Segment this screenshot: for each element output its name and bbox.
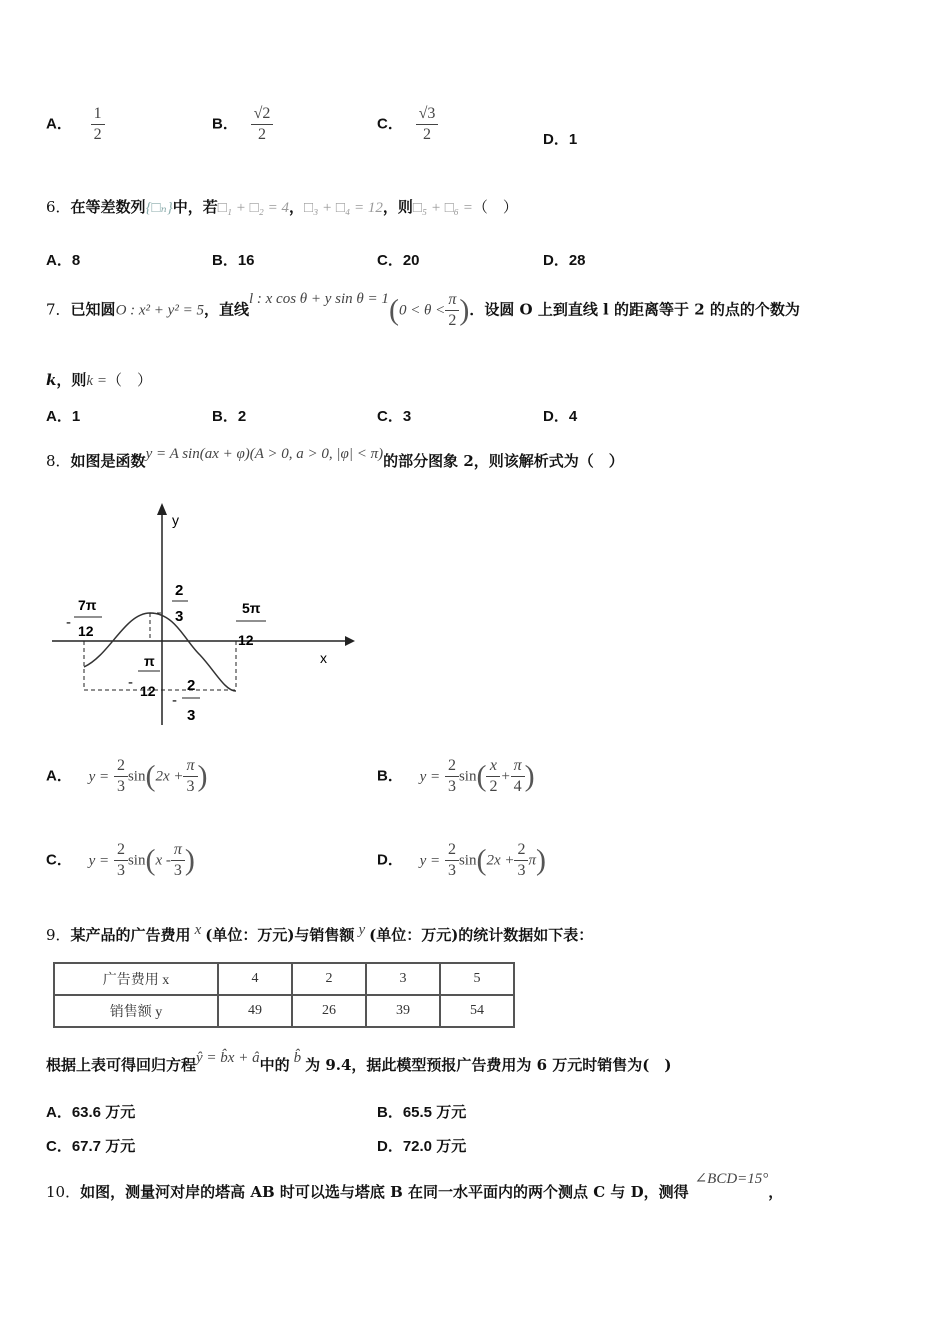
q6-target: □₅ + □₆ = bbox=[412, 200, 473, 216]
frac-num: 2 bbox=[517, 841, 526, 858]
q9-table bbox=[53, 962, 515, 1028]
q5-option-c[interactable] bbox=[377, 104, 438, 145]
left-den: 12 bbox=[78, 623, 94, 639]
q6-cond1: □₁ + □₂ = 4 bbox=[217, 200, 290, 216]
q8-option-a[interactable] bbox=[46, 756, 208, 797]
frac-den: 2 bbox=[91, 124, 105, 145]
q8-a-lparen: ( bbox=[145, 759, 156, 793]
frac-num: 2 bbox=[447, 757, 456, 774]
q8-b-pre: y = bbox=[419, 768, 441, 785]
table-row bbox=[54, 995, 514, 1027]
q6-seq: {□ₙ} bbox=[145, 200, 173, 216]
frac-den: 3 bbox=[114, 860, 128, 881]
frac-num: √2 bbox=[253, 105, 271, 122]
q5-option-d[interactable]: D．1 bbox=[543, 131, 578, 148]
frac-num: π bbox=[513, 757, 522, 774]
q5-option-a-fraction bbox=[91, 104, 105, 145]
table-cell: 5 bbox=[440, 963, 514, 995]
q7-option-b[interactable]: B．2 bbox=[212, 408, 247, 425]
q9-stem-line2 bbox=[46, 1050, 672, 1075]
q9-stem bbox=[46, 924, 593, 945]
q9-number: 9． bbox=[46, 926, 71, 944]
q8-option-d-label: D． bbox=[377, 851, 403, 869]
q7-k: k bbox=[46, 371, 57, 389]
q6-option-c[interactable]: C．20 bbox=[377, 252, 420, 269]
q7-text2: ，直线 bbox=[203, 300, 249, 319]
frac-den: 2 bbox=[251, 124, 274, 145]
q8-option-b-label: B． bbox=[377, 767, 403, 785]
top-den: 3 bbox=[175, 608, 184, 625]
q6-text1: 在等差数列 bbox=[70, 198, 146, 216]
q8-a-rparen: ) bbox=[197, 759, 208, 793]
mid-sign: - bbox=[128, 674, 133, 691]
q8-a-coef bbox=[114, 756, 128, 797]
q7-option-d[interactable]: D．4 bbox=[543, 408, 578, 425]
q8-d-fn: sin bbox=[458, 852, 477, 869]
table-cell: 2 bbox=[292, 963, 366, 995]
q7-cond-frac bbox=[445, 290, 459, 331]
q7-lparen: ( bbox=[388, 293, 399, 327]
q7-stem bbox=[46, 290, 800, 331]
frac-num: 2 bbox=[116, 757, 125, 774]
left-sign: - bbox=[66, 614, 71, 631]
bottom-den: 3 bbox=[187, 707, 196, 724]
q8-number: 8． bbox=[46, 452, 71, 470]
table-cell: 49 bbox=[218, 995, 292, 1027]
q8-d-pre: y = bbox=[419, 852, 441, 869]
q8-b-arg-frac bbox=[511, 756, 525, 797]
q7-number: 7． bbox=[46, 300, 71, 319]
y-label: y bbox=[172, 512, 179, 528]
q6-text2: 中，若 bbox=[172, 198, 218, 216]
q8-a-arg-frac bbox=[183, 756, 197, 797]
frac-den: 3 bbox=[114, 776, 128, 797]
frac-den: 3 bbox=[445, 776, 459, 797]
frac-den: 2 bbox=[416, 124, 439, 145]
q8-a-arg: 2x + bbox=[155, 768, 184, 785]
q5-option-a-label: A． bbox=[46, 115, 72, 133]
q9-text2: (单位：万元)与销售额 bbox=[205, 926, 355, 944]
table-cell: 广告费用 x bbox=[54, 963, 218, 995]
q8-option-c-label: C． bbox=[46, 851, 72, 869]
q8-b-rparen: ) bbox=[524, 759, 535, 793]
q9-text5: 中的 bbox=[259, 1056, 290, 1074]
frac-num: √3 bbox=[418, 105, 436, 122]
q6-option-b[interactable]: B．16 bbox=[212, 252, 255, 269]
q9-option-a[interactable]: A．63.6 万元 bbox=[46, 1104, 136, 1121]
table-cell: 4 bbox=[218, 963, 292, 995]
q8-a-fn: sin bbox=[127, 768, 146, 785]
q9-option-c[interactable]: C．67.7 万元 bbox=[46, 1138, 136, 1155]
q8-option-a-label: A． bbox=[46, 767, 72, 785]
q8-option-d[interactable] bbox=[377, 840, 546, 881]
q7-text1: 已知圆 bbox=[70, 300, 116, 319]
q8-d-arg-tail: π bbox=[528, 852, 536, 869]
frac-num: π bbox=[448, 291, 457, 308]
q5-option-c-label: C． bbox=[377, 115, 403, 133]
q7-text5: ，则 bbox=[56, 371, 87, 389]
table-cell: 39 bbox=[366, 995, 440, 1027]
q7-blank: （ ） bbox=[106, 371, 152, 389]
q9-bhat: b̂ bbox=[293, 1050, 302, 1066]
q8-c-fn: sin bbox=[127, 852, 146, 869]
frac-num: x bbox=[489, 757, 497, 774]
q7-line: l : x cos θ + y sin θ = 1 bbox=[248, 290, 389, 307]
q8-c-lparen: ( bbox=[145, 843, 156, 877]
frac-den: 4 bbox=[511, 776, 525, 797]
bottom-sign: - bbox=[172, 692, 177, 709]
right-den: 12 bbox=[238, 632, 254, 648]
frac-den: 3 bbox=[171, 860, 185, 881]
q9-x: x bbox=[194, 922, 202, 938]
table-cell: 54 bbox=[440, 995, 514, 1027]
q9-eq: ŷ = b̂x + â bbox=[196, 1050, 260, 1066]
q8-b-arg0-frac bbox=[486, 756, 500, 797]
q8-a-pre: y = bbox=[88, 768, 110, 785]
q9-text6: 为 9.4，据此模型预报广告费用为 6 万元时销售为( ) bbox=[305, 1056, 672, 1074]
q6-option-a[interactable]: A．8 bbox=[46, 252, 81, 269]
table-cell: 26 bbox=[292, 995, 366, 1027]
q6-number: 6． bbox=[46, 198, 71, 216]
frac-num: π bbox=[173, 841, 182, 858]
q7-text3: ．设圆 O 上到直线 l 的距离等于 2 的点的个数为 bbox=[469, 300, 800, 319]
q8-b-coef bbox=[445, 756, 459, 797]
table-cell: 销售额 y bbox=[54, 995, 218, 1027]
q6-text3: ，则 bbox=[382, 198, 413, 216]
frac-den: 2 bbox=[486, 776, 500, 797]
q6-stem bbox=[46, 196, 518, 217]
q6-option-d[interactable]: D．28 bbox=[543, 252, 586, 269]
q5-option-a[interactable] bbox=[46, 104, 105, 145]
q9-text4: 根据上表可得回归方程 bbox=[46, 1056, 197, 1074]
frac-den: 2 bbox=[445, 310, 459, 331]
q8-c-rparen: ) bbox=[184, 843, 195, 877]
q5-option-b-fraction bbox=[251, 104, 274, 145]
q8-stem bbox=[46, 446, 624, 471]
q8-c-arg: x - bbox=[155, 852, 171, 869]
x-label: x bbox=[320, 650, 327, 666]
q8-d-coef bbox=[445, 840, 459, 881]
q8-b-arg: + bbox=[500, 768, 511, 785]
q9-option-d[interactable]: D．72.0 万元 bbox=[377, 1138, 467, 1155]
q8-graph bbox=[40, 495, 360, 735]
mid-den: 12 bbox=[140, 683, 156, 699]
q7-cond: 0 < θ < bbox=[398, 302, 446, 319]
q6-cond2: □₃ + □₄ = 12 bbox=[304, 200, 383, 216]
q6-comma: ， bbox=[289, 198, 305, 216]
q6-blank: （ ） bbox=[472, 198, 518, 216]
frac-num: π bbox=[186, 757, 195, 774]
frac-num: 2 bbox=[447, 841, 456, 858]
q7-option-a[interactable]: A．1 bbox=[46, 408, 81, 425]
x-axis-arrow-icon bbox=[345, 636, 355, 646]
q7-option-c[interactable]: C．3 bbox=[377, 408, 412, 425]
right-num: 5π bbox=[242, 600, 261, 616]
q7-kexpr: k = bbox=[86, 373, 107, 389]
q9-y: y bbox=[358, 922, 366, 938]
frac-num: 2 bbox=[116, 841, 125, 858]
q10-tail: ， bbox=[768, 1183, 784, 1201]
y-axis-arrow-icon bbox=[157, 503, 167, 515]
q8-d-arg: 2x + bbox=[486, 852, 515, 869]
table-row bbox=[54, 963, 514, 995]
q8-d-arg-frac bbox=[514, 840, 528, 881]
top-num: 2 bbox=[175, 582, 184, 599]
q8-option-c[interactable] bbox=[46, 840, 195, 881]
q10-text1: 如图，测量河对岸的塔高 AB 时可以选与塔底 B 在同一水平面内的两个测点 C 与 D，测得 bbox=[80, 1183, 689, 1201]
q9-text1: 某产品的广告费用 bbox=[70, 926, 191, 944]
q7-rparen: ) bbox=[459, 293, 470, 327]
table-cell: 3 bbox=[366, 963, 440, 995]
q9-text3: (单位：万元)的统计数据如下表： bbox=[369, 926, 594, 944]
frac-den: 3 bbox=[183, 776, 197, 797]
q8-b-lparen: ( bbox=[476, 759, 487, 793]
sine-curve bbox=[84, 613, 236, 691]
q8-c-coef bbox=[114, 840, 128, 881]
q9-option-b[interactable]: B．65.5 万元 bbox=[377, 1104, 467, 1121]
q7-circle: O : x² + y² = 5 bbox=[115, 302, 204, 319]
mid-num: π bbox=[144, 653, 155, 669]
q8-d-lparen: ( bbox=[476, 843, 487, 877]
q8-func: y = A sin(ax + φ)(A > 0, a > 0, |φ| < π) bbox=[145, 446, 384, 462]
q5-option-c-fraction bbox=[416, 104, 439, 145]
left-num: 7π bbox=[78, 597, 97, 613]
q10-stem bbox=[46, 1171, 784, 1202]
bottom-num: 2 bbox=[187, 677, 196, 694]
frac-den: 3 bbox=[514, 860, 528, 881]
q8-option-b[interactable] bbox=[377, 756, 535, 797]
q7-stem-line2 bbox=[46, 369, 152, 390]
q8-text2: 的部分图象 2，则该解析式为（ ） bbox=[383, 452, 624, 470]
q10-number: 10． bbox=[46, 1183, 81, 1201]
q5-option-b-label: B． bbox=[212, 115, 238, 133]
q10-angle: ∠BCD=15° bbox=[694, 1171, 769, 1187]
q5-option-b[interactable] bbox=[212, 104, 273, 145]
frac-den: 3 bbox=[445, 860, 459, 881]
q8-text1: 如图是函数 bbox=[70, 452, 146, 470]
q8-d-rparen: ) bbox=[536, 843, 546, 877]
q8-c-arg-frac bbox=[171, 840, 185, 881]
q8-c-pre: y = bbox=[88, 852, 110, 869]
frac-num: 1 bbox=[93, 105, 102, 122]
q8-b-fn: sin bbox=[458, 768, 477, 785]
